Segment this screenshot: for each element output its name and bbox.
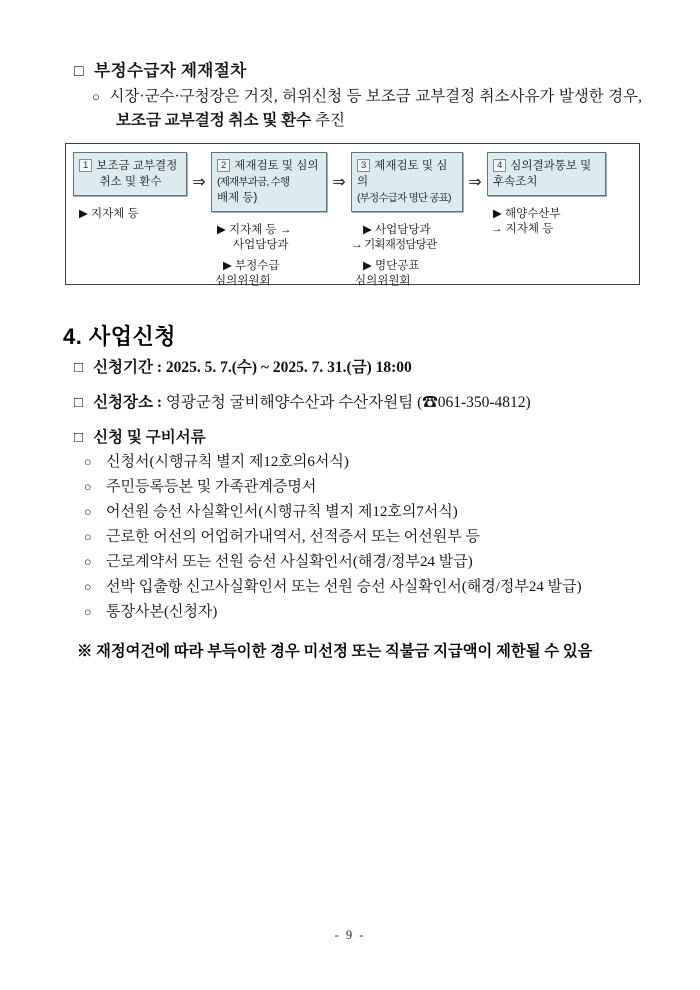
circle-bullet-icon: ○: [84, 555, 92, 569]
circle-bullet-icon: ○: [84, 480, 92, 494]
note-line: ▶ 부정수급: [223, 260, 280, 272]
note-line: ▶ 사업담당과: [363, 224, 431, 236]
documents-heading: [74, 427, 206, 449]
list-item: ○ 어선원 승선 사실확인서(시행규칙 별지 제12호의7서식): [84, 500, 644, 525]
circle-bullet-icon: ○: [84, 455, 92, 469]
note-line: → 지자체 등: [491, 223, 554, 235]
sanction-bullet: [92, 85, 642, 133]
flow-arrow-icon: ⇒: [332, 172, 346, 191]
flowchart-step-3: [351, 152, 463, 289]
step-1-line-1: 1 보조금 교부결정: [79, 158, 182, 174]
flowchart-step-2: [211, 152, 327, 289]
step-2-number: 2: [217, 159, 230, 172]
sanction-heading-text: 부정수급자 제재절차: [94, 61, 247, 80]
flowchart-step-3-box: [351, 152, 463, 212]
sanction-heading: [74, 57, 247, 81]
list-item: ○ 신청서(시행규칙 별지 제12호의6서식): [84, 450, 644, 475]
step-3-notes: [351, 223, 463, 289]
application-place: [74, 392, 531, 414]
flowchart-step-1-box: [73, 152, 187, 196]
list-item: ○ 주민등록등본 및 가족관계증명서: [84, 475, 644, 500]
list-item: ○ 통장사본(신청자): [84, 600, 644, 625]
flowchart-step-4: [487, 152, 606, 237]
step-1-line-2: 취소 및 환수: [99, 176, 162, 188]
square-bullet-icon: □: [74, 395, 84, 411]
note-line: ▶ 지자체 등 →: [217, 224, 292, 236]
list-item: ○ 근로한 어선의 어업허가내역서, 선적증서 또는 어선원부 등: [84, 525, 644, 550]
step-2-line-2: (제재부과금, 수행: [217, 176, 290, 188]
step-4-notes: [487, 207, 606, 237]
sanction-flowchart: [65, 143, 640, 285]
step-1-number: 1: [79, 159, 92, 172]
note-line: ▶ 해양수산부: [493, 208, 561, 220]
circle-bullet-icon: ○: [84, 580, 92, 594]
sanction-bullet-pre: 시장·군수·구청장은 거짓, 허위신청 등 보조금 교부결정 취소사유가 발생한 경우,: [109, 88, 642, 105]
application-period-text: 신청기간 : 2025. 5. 7.(수) ~ 2025. 7. 31.(금) 18:00: [93, 359, 412, 376]
step-2-line-3: 배제 등): [217, 192, 258, 204]
step-4-number: 4: [493, 159, 506, 172]
note-line: ▶ 명단공표: [363, 260, 420, 272]
note-line: 심의위원회: [215, 275, 271, 287]
section-title: 4. 사업신청: [63, 324, 176, 349]
note-line: 심의위원회: [355, 275, 411, 287]
list-item: ○ 선박 입출항 신고사실확인서 또는 선원 승선 사실확인서(해경/정부24 발급): [84, 575, 644, 600]
page-number: - 9 -: [334, 928, 366, 942]
step-4-line-1: 4 심의결과통보 및: [493, 158, 601, 174]
step-2-notes: [211, 223, 327, 289]
step-3-line-1: 3 제재검토 및 심의: [357, 160, 448, 188]
step-1-notes: [73, 207, 187, 222]
note-line: ▶ 지자체 등: [79, 208, 139, 220]
application-place-label: 신청장소 :: [93, 394, 166, 411]
square-bullet-icon: □: [74, 63, 85, 80]
circle-bullet-icon: ○: [84, 530, 92, 544]
step-2-line-1: 2 제재검토 및 심의: [217, 158, 322, 174]
square-bullet-icon: □: [74, 360, 84, 376]
application-place-value: 영광군청 굴비해양수산과 수산자원팀 (☎061-350-4812): [165, 394, 531, 411]
documents-list: [84, 450, 644, 625]
note-line: 사업담당과: [233, 239, 289, 251]
documents-heading-text: 신청 및 구비서류: [93, 429, 206, 446]
circle-bullet-icon: ○: [84, 605, 92, 619]
flowchart-step-1: [73, 152, 187, 222]
list-item: ○ 근로계약서 또는 선원 승선 사실확인서(해경/정부24 발급): [84, 550, 644, 575]
sanction-bullet-emphasis: 보조금 교부결정 취소 및 환수: [116, 112, 312, 129]
square-bullet-icon: □: [74, 430, 84, 446]
budget-caution-note: ※ 재정여건에 따라 부득이한 경우 미선정 또는 직불금 지급액이 제한될 수 있음: [77, 643, 593, 660]
note-line: → 기획재정담당관: [351, 239, 437, 251]
circle-bullet-icon: ○: [84, 505, 92, 519]
sanction-bullet-post: 추진: [311, 112, 346, 129]
step-3-number: 3: [357, 159, 370, 172]
flowchart-step-4-box: [487, 152, 606, 196]
flow-arrow-icon: ⇒: [192, 172, 206, 191]
flowchart-step-2-box: [211, 152, 327, 212]
application-period: [74, 357, 412, 379]
circle-bullet-icon: ○: [92, 89, 101, 104]
flow-arrow-icon: ⇒: [468, 172, 482, 191]
step-3-line-2: (부정수급자 명단 공표): [357, 192, 451, 204]
step-4-line-2: 후속조치: [493, 176, 538, 188]
